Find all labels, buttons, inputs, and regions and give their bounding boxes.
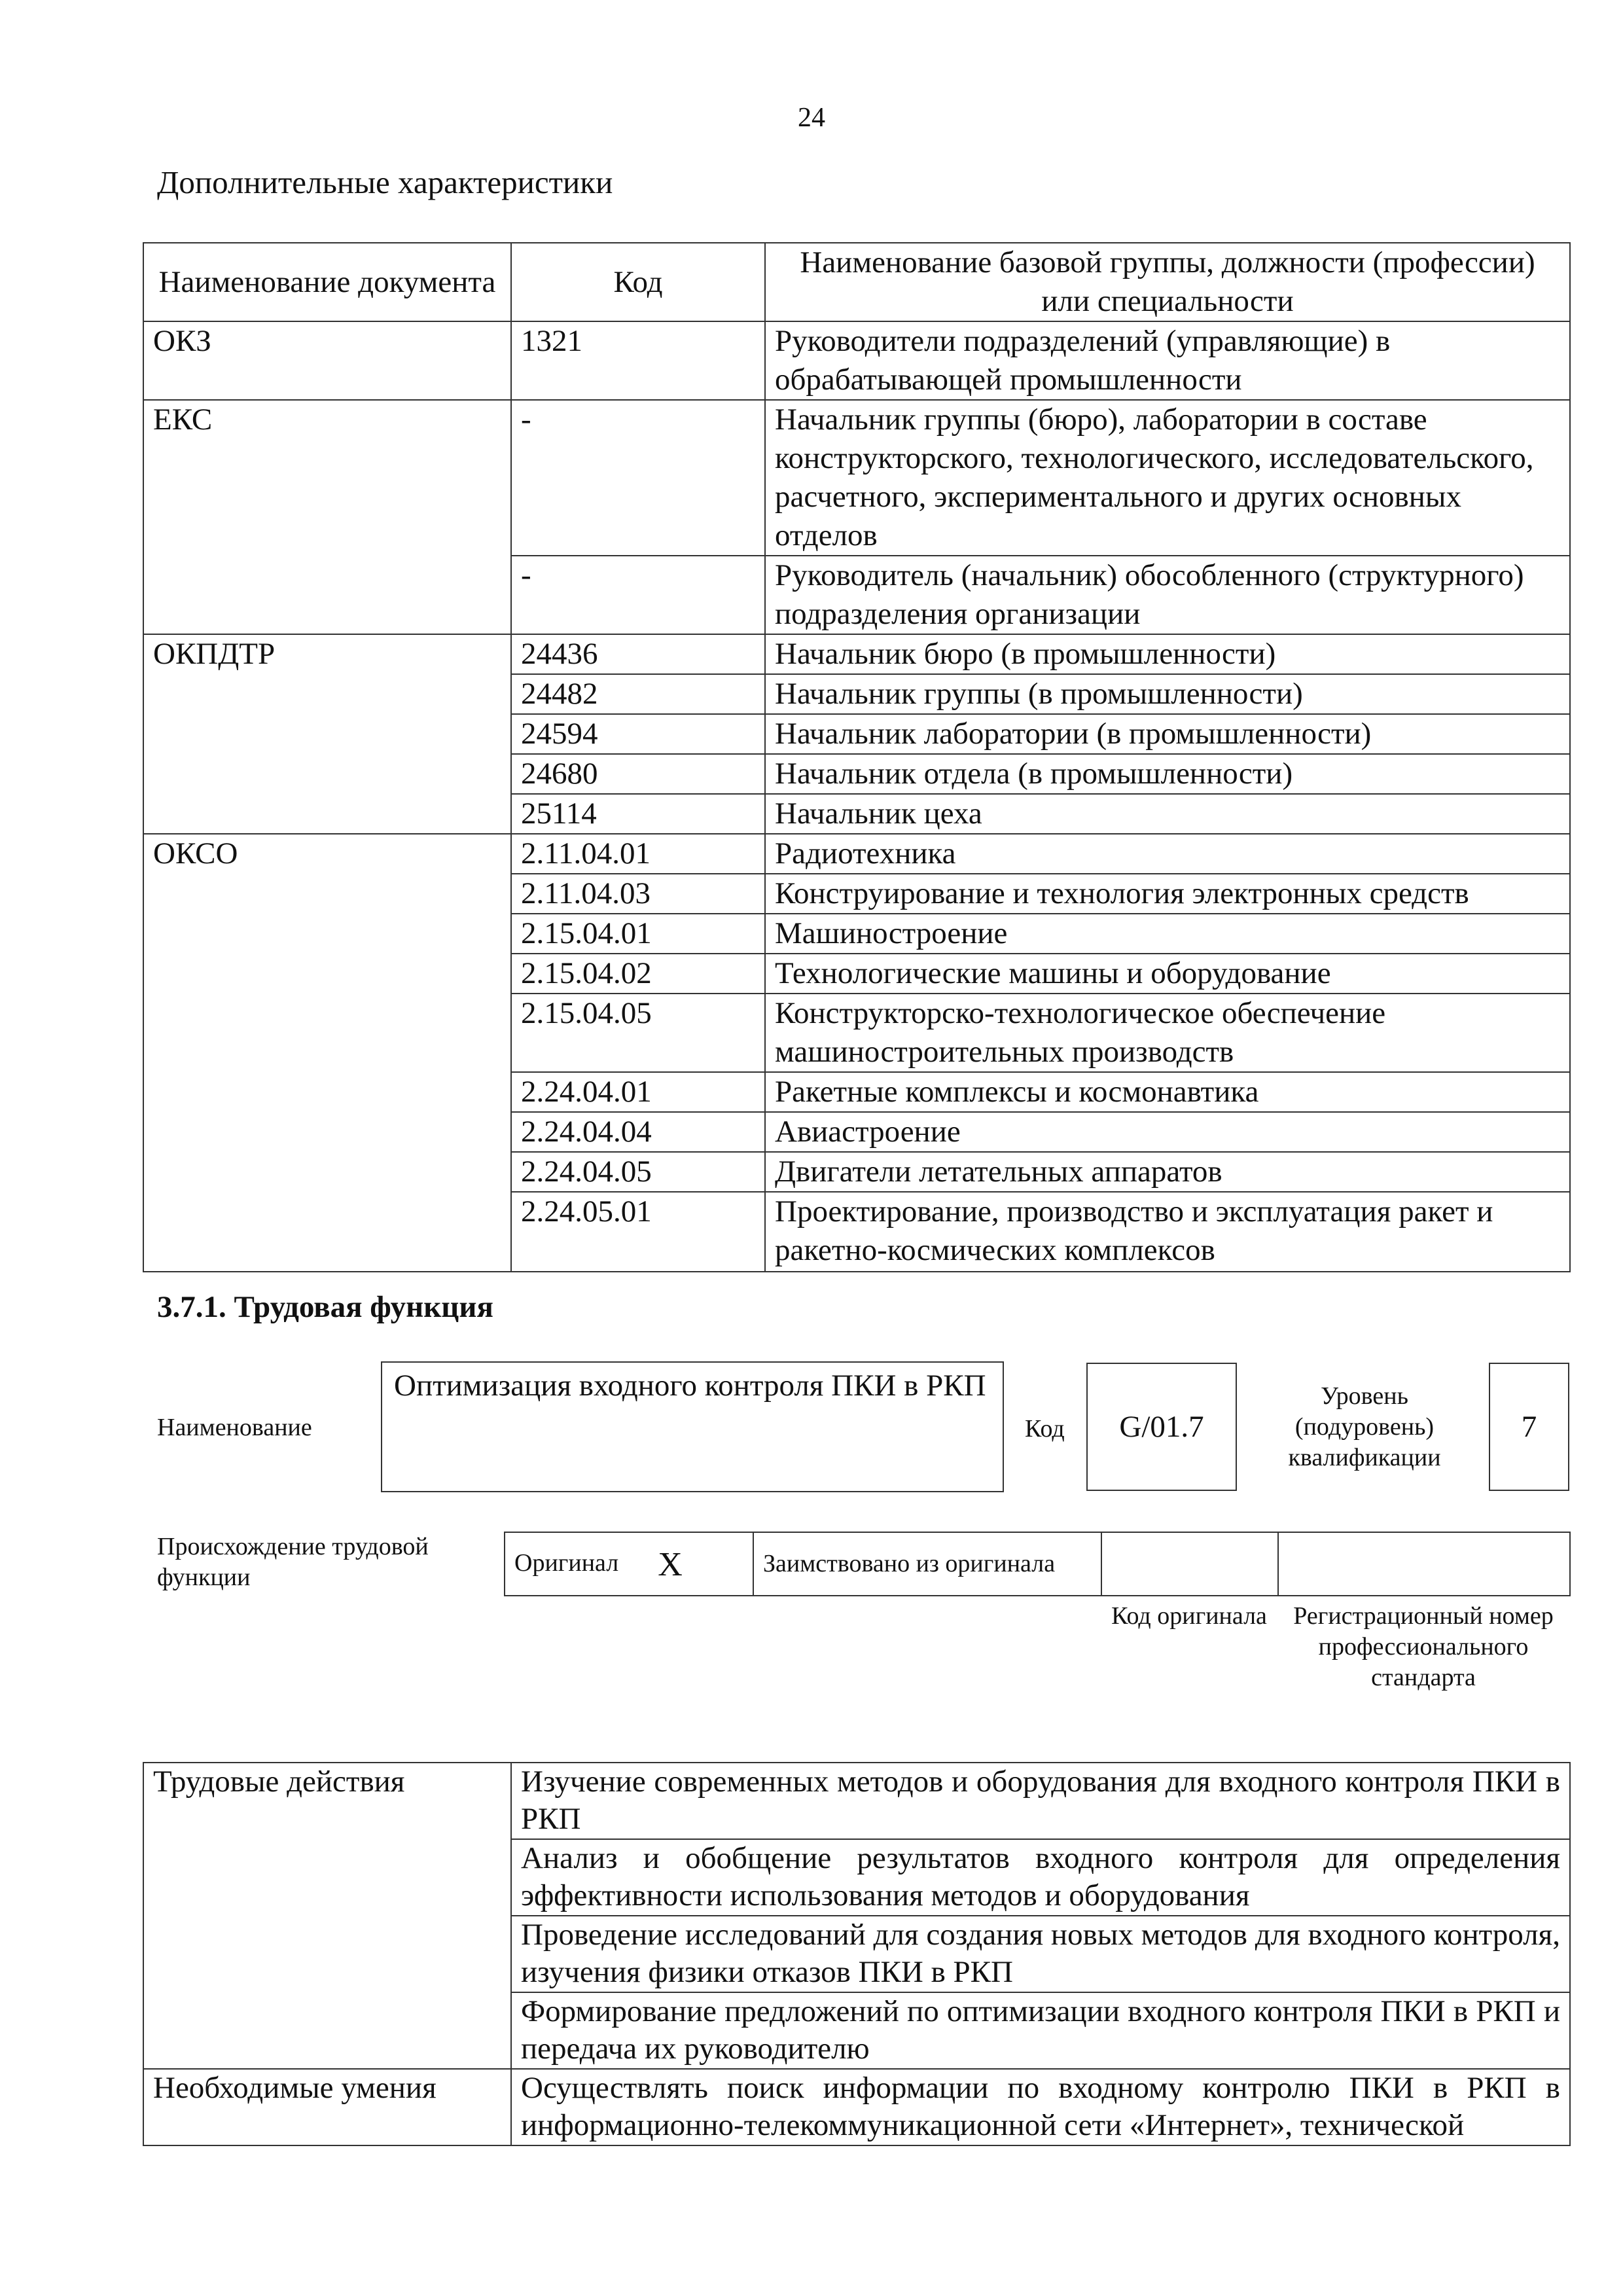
doc-cell: ОКСО — [143, 834, 511, 1272]
origin-label: Происхождение трудовой функции — [157, 1533, 429, 1591]
code-cell: - — [511, 400, 765, 556]
name-cell: Конструирование и технология электронных средств — [765, 874, 1570, 914]
code-cell: 24436 — [511, 634, 765, 674]
header-code: Код — [511, 243, 765, 321]
name-cell: Начальник отдела (в промышленности) — [765, 754, 1570, 794]
code-value-box: G/01.7 — [1086, 1363, 1237, 1491]
header-name: Наименование базовой группы, должности (профессии) или специальности — [765, 243, 1570, 321]
code-cell: 2.24.04.01 — [511, 1072, 765, 1112]
original-code-cell — [1101, 1532, 1278, 1596]
doc-cell: ЕКС — [143, 400, 511, 634]
code-cell: 2.11.04.03 — [511, 874, 765, 914]
borrowed-cell: Заимствовано из оригинала — [753, 1532, 1101, 1596]
code-cell: 1321 — [511, 321, 765, 400]
origin-table — [504, 1532, 1571, 1596]
code-cell: 2.24.04.04 — [511, 1112, 765, 1152]
name-cell: Руководители подразделений (управляющие) в обрабатывающей промышленности — [765, 321, 1570, 400]
qualification-level-label: Уровень (подуровень) квалификации — [1288, 1382, 1441, 1471]
additional-characteristics-table — [143, 242, 1571, 1272]
labor-actions-table — [143, 1762, 1571, 2146]
labor-action: Проведение исследований для создания новых методов для входного контроля, изучения физики отказов ПКИ в РКП — [511, 1916, 1570, 1992]
original-cell — [505, 1532, 753, 1596]
name-cell: Авиастроение — [765, 1112, 1570, 1152]
skill: Осуществлять поиск информации по входному контролю ПКИ в РКП в информационно-телекоммуникационной сети «Интернет», технической — [511, 2069, 1570, 2145]
table-row — [143, 400, 1570, 556]
name-cell: Технологические машины и оборудование — [765, 954, 1570, 994]
name-cell: Начальник группы (в промышленности) — [765, 674, 1570, 714]
function-name-box: Оптимизация входного контроля ПКИ в РКП — [381, 1361, 1004, 1492]
labor-action: Анализ и обобщение результатов входного контроля для определения эффективности использования методов и оборудования — [511, 1839, 1570, 1916]
original-mark: X — [658, 1546, 683, 1584]
code-cell: 2.11.04.01 — [511, 834, 765, 874]
code-cell: 25114 — [511, 794, 765, 834]
name-cell: Руководитель (начальник) обособленного (структурного) подразделения организации — [765, 556, 1570, 634]
section-title: Дополнительные характеристики — [157, 164, 613, 200]
table-row — [143, 2069, 1570, 2145]
name-cell: Двигатели летательных аппаратов — [765, 1152, 1570, 1192]
labor-action: Изучение современных методов и оборудования для входного контроля ПКИ в РКП — [511, 1763, 1570, 1839]
original-code-caption: Код оригинала — [1111, 1602, 1267, 1630]
doc-cell: ОКЗ — [143, 321, 511, 400]
labor-function-heading: 3.7.1. Трудовая функция — [157, 1290, 493, 1324]
table-row — [143, 834, 1570, 874]
doc-cell: ОКПДТР — [143, 634, 511, 834]
page-number: 24 — [798, 103, 825, 133]
name-cell: Начальник цеха — [765, 794, 1570, 834]
name-cell: Начальник лаборатории (в промышленности) — [765, 714, 1570, 754]
name-cell: Начальник бюро (в промышленности) — [765, 634, 1570, 674]
table-row — [143, 1763, 1570, 1839]
name-cell: Машиностроение — [765, 914, 1570, 954]
skills-label: Необходимые умения — [143, 2069, 511, 2145]
table-row — [143, 321, 1570, 400]
name-cell: Радиотехника — [765, 834, 1570, 874]
code-cell: 2.15.04.01 — [511, 914, 765, 954]
code-cell: 24680 — [511, 754, 765, 794]
table-row — [143, 634, 1570, 674]
origin-row — [505, 1532, 1570, 1596]
code-cell: 2.15.04.02 — [511, 954, 765, 994]
table-header-row — [143, 243, 1570, 321]
code-cell: 2.24.04.05 — [511, 1152, 765, 1192]
labor-actions-label: Трудовые действия — [143, 1763, 511, 2069]
code-label: Код — [1025, 1415, 1065, 1443]
code-cell: 24594 — [511, 714, 765, 754]
code-cell: - — [511, 556, 765, 634]
header-document: Наименование документа — [143, 243, 511, 321]
name-cell: Ракетные комплексы и космонавтика — [765, 1072, 1570, 1112]
qualification-level-box: 7 — [1489, 1363, 1569, 1491]
original-label: Оригинал — [514, 1549, 619, 1577]
code-cell: 2.15.04.05 — [511, 994, 765, 1072]
name-cell: Конструкторско-технологическое обеспечение машиностроительных производств — [765, 994, 1570, 1072]
reg-number-caption: Регистрационный номер профессионального стандарта — [1293, 1602, 1554, 1691]
code-cell: 24482 — [511, 674, 765, 714]
name-cell: Начальник группы (бюро), лаборатории в составе конструкторского, технологического, исследовательского, расчетного, экспериментального и других основных отделов — [765, 400, 1570, 556]
name-label: Наименование — [157, 1414, 312, 1441]
name-cell: Проектирование, производство и эксплуатация ракет и ракетно-космических комплексов — [765, 1192, 1570, 1272]
labor-action: Формирование предложений по оптимизации входного контроля ПКИ в РКП и передача их руководителю — [511, 1992, 1570, 2069]
code-cell: 2.24.05.01 — [511, 1192, 765, 1272]
reg-number-cell — [1278, 1532, 1570, 1596]
